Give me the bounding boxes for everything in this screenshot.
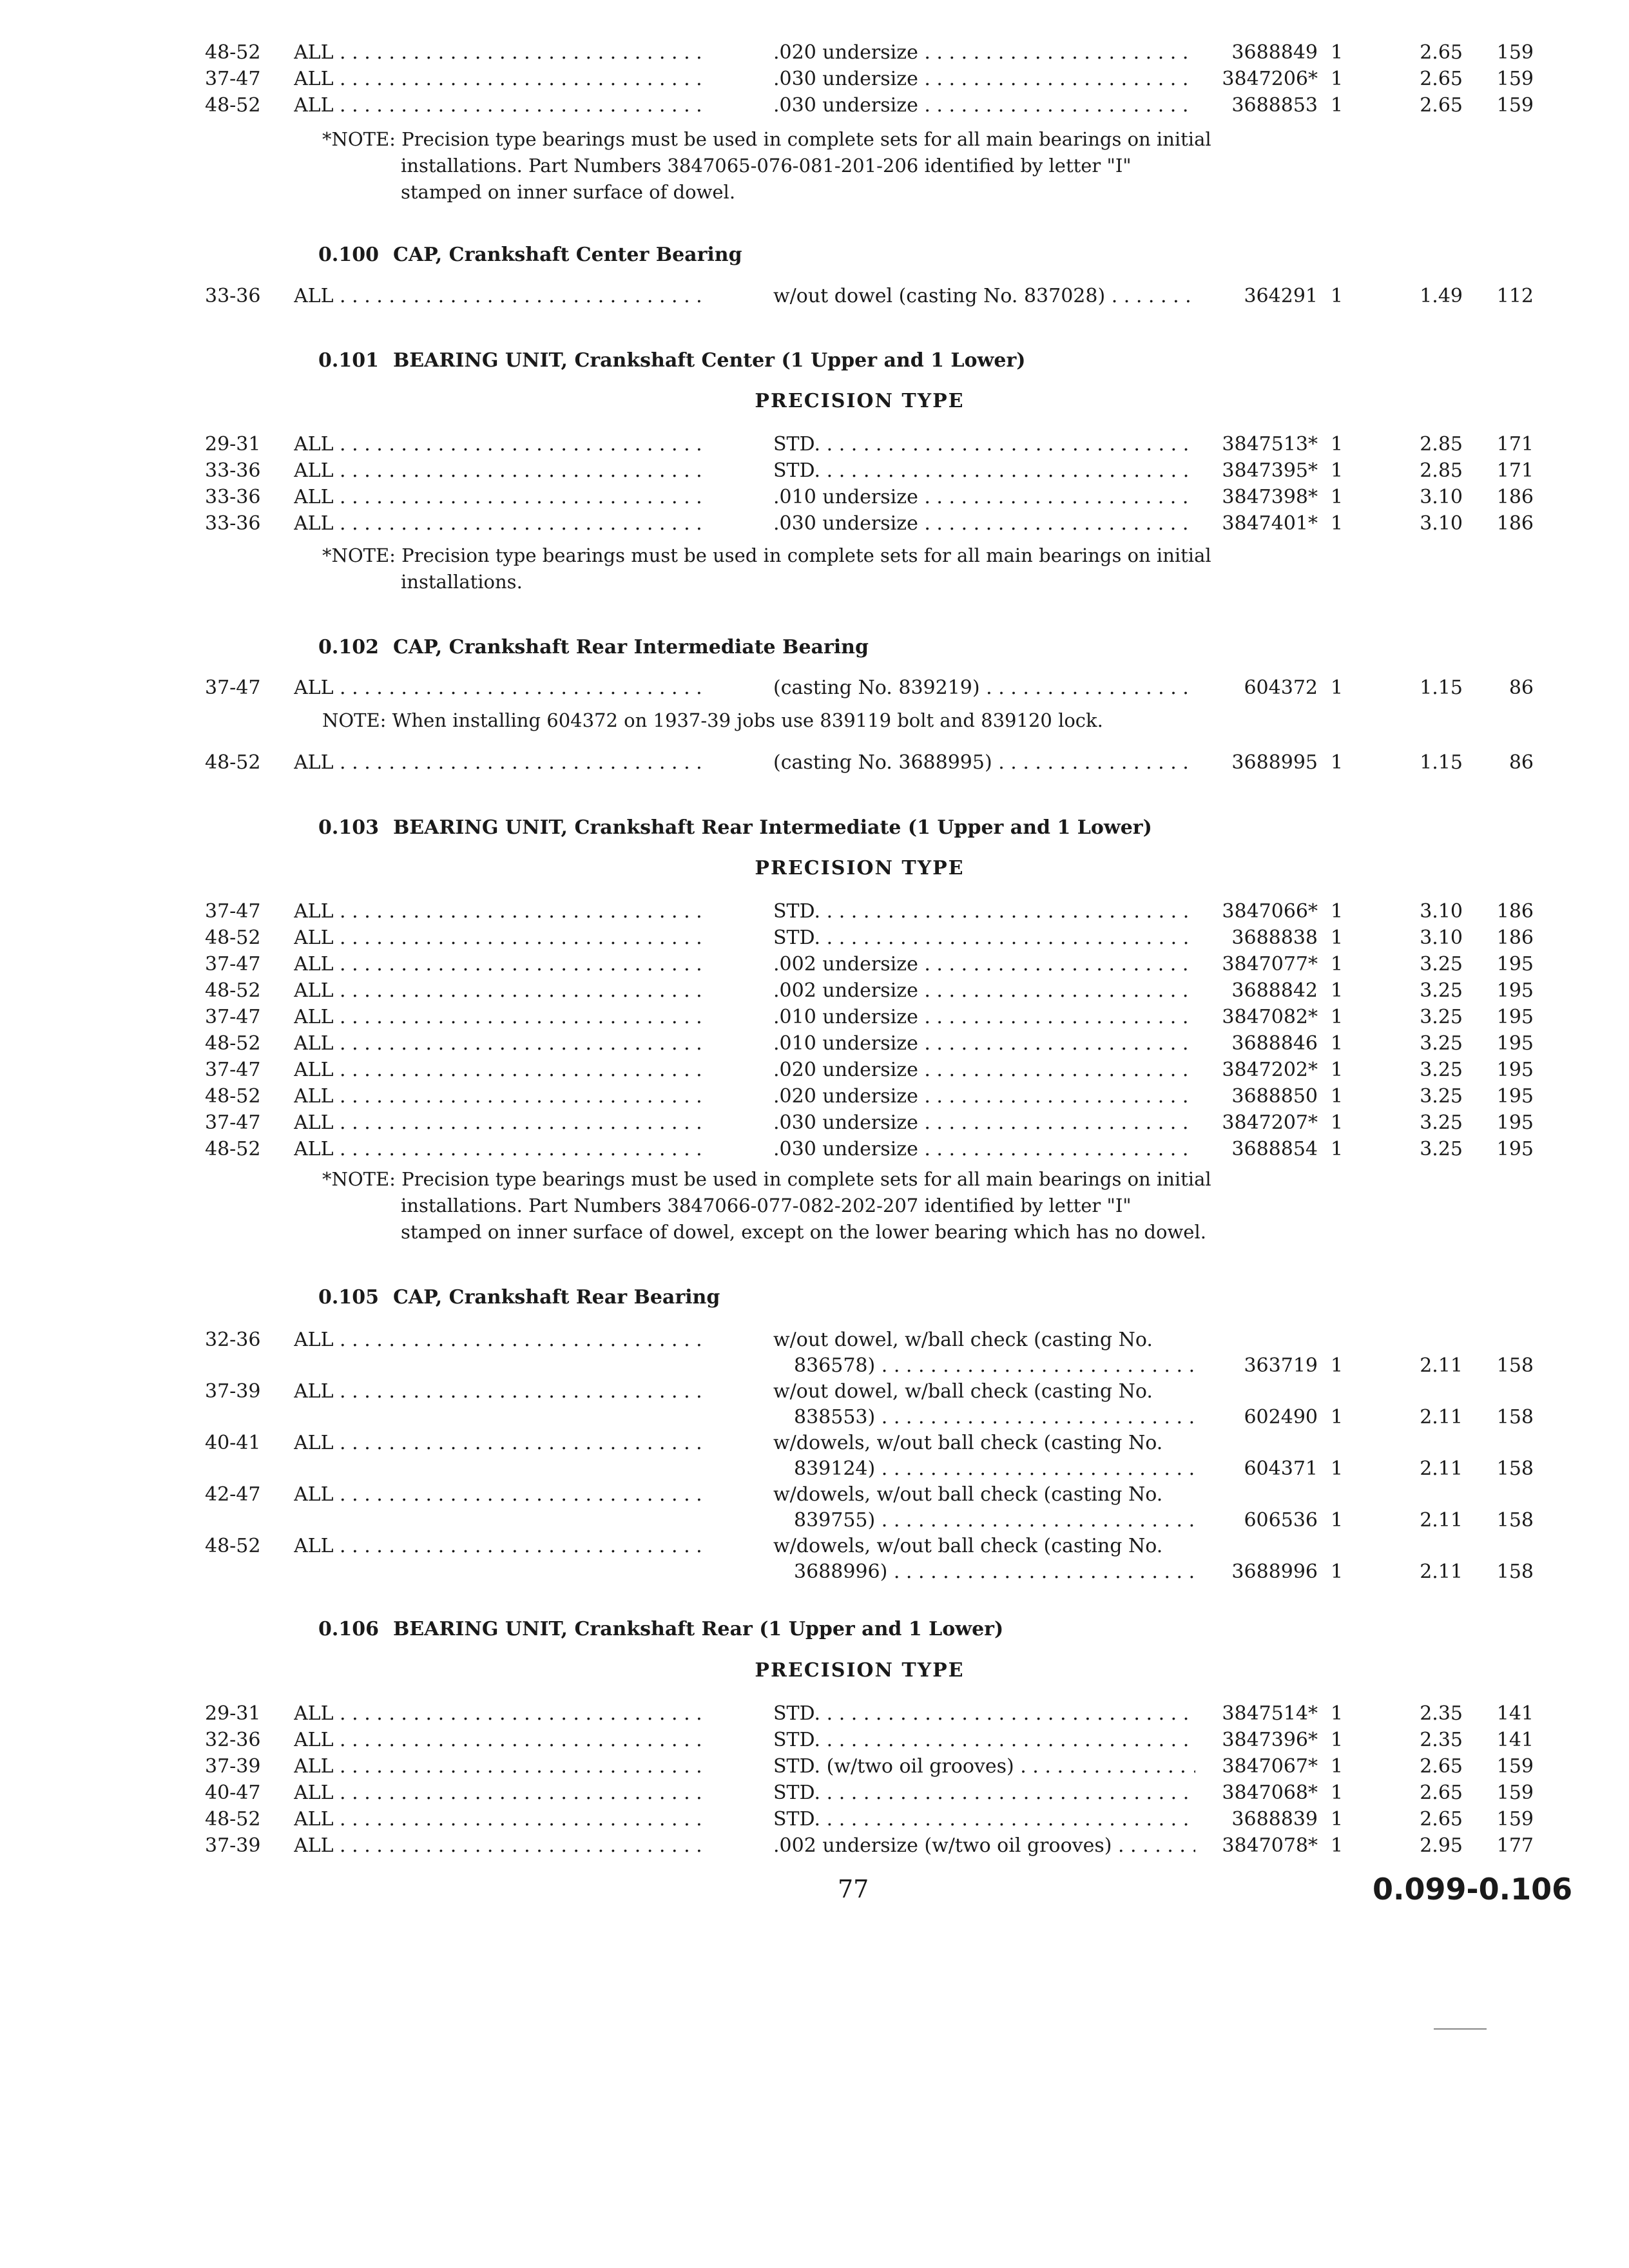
- description: STD. (w/two oil grooves) . . .: [773, 1754, 1195, 1780]
- year-range: 29-31: [205, 1702, 261, 1725]
- part-number: 3847207*: [1222, 1111, 1318, 1134]
- application: ALL . . .: [294, 1110, 706, 1136]
- application: ALL . . .: [294, 458, 706, 484]
- year-range: 48-52: [205, 1808, 261, 1831]
- description-cont: 3688996) . . .: [794, 1559, 1195, 1585]
- parts-row: [0, 1084, 1629, 1110]
- list-price: 3.10: [1420, 512, 1463, 535]
- subheading: PRECISION TYPE: [755, 857, 965, 879]
- description: w/out dowel (casting No. 837028) . . .: [773, 284, 1195, 309]
- application: ALL . . .: [294, 899, 706, 925]
- parts-row: [0, 1430, 1629, 1480]
- part-number: 3847082*: [1222, 1006, 1318, 1028]
- price-code: 159: [1496, 1782, 1534, 1804]
- parts-row: [0, 750, 1629, 776]
- year-range: 37-47: [205, 68, 261, 90]
- section-title: CAP, Crankshaft Rear Intermediate Bearing: [392, 636, 869, 658]
- list-price: 2.65: [1420, 68, 1463, 90]
- price-code: 158: [1496, 1406, 1534, 1428]
- year-range: 37-39: [205, 1834, 261, 1857]
- section-heading: [318, 242, 742, 268]
- section-heading: [318, 635, 869, 660]
- part-number: 3688850: [1231, 1085, 1318, 1108]
- price-code: 158: [1496, 1561, 1534, 1583]
- price-code: 171: [1496, 433, 1534, 456]
- list-price: 3.10: [1420, 927, 1463, 949]
- parts-row: [0, 1533, 1629, 1583]
- price-code: 158: [1496, 1509, 1534, 1532]
- year-range: 33-36: [205, 459, 261, 482]
- list-price: 2.11: [1420, 1354, 1463, 1377]
- description: STD. . . .: [773, 432, 1195, 457]
- description: STD. . . .: [773, 925, 1195, 951]
- description: .030 undersize . . .: [773, 1137, 1195, 1162]
- application: ALL . . .: [294, 1727, 706, 1753]
- application: ALL . . .: [294, 485, 706, 510]
- list-price: 3.25: [1420, 953, 1463, 975]
- application: ALL . . .: [294, 1807, 706, 1832]
- application: ALL . . .: [294, 432, 706, 457]
- part-number: 3847066*: [1222, 900, 1318, 923]
- parts-row: [0, 1031, 1629, 1057]
- description: STD. . . .: [773, 1780, 1195, 1806]
- price-code: 195: [1496, 1138, 1534, 1160]
- description: w/dowels, w/out ball check (casting No.: [773, 1535, 1163, 1557]
- price-code: 159: [1496, 68, 1534, 90]
- description: w/dowels, w/out ball check (casting No.: [773, 1432, 1163, 1454]
- description: .010 undersize . . .: [773, 1031, 1195, 1057]
- parts-row: [0, 952, 1629, 977]
- description-cont: 836578) . . .: [794, 1353, 1195, 1379]
- quantity: 1: [1331, 1059, 1344, 1081]
- year-range: 37-47: [205, 1006, 261, 1028]
- price-code: 195: [1496, 1059, 1534, 1081]
- year-range: 48-52: [205, 979, 261, 1002]
- part-number: 604371: [1244, 1457, 1318, 1480]
- application: ALL . . .: [294, 1701, 706, 1727]
- parts-row: [0, 66, 1629, 92]
- description: STD. . . .: [773, 458, 1195, 484]
- footnote-line: stamped on inner surface of dowel.: [401, 181, 736, 203]
- footnote: NOTE: When installing 604372 on 1937-39 jobs use 839119 bolt and 839120 lock.: [322, 709, 1103, 731]
- parts-row: [0, 1379, 1629, 1428]
- price-code: 159: [1496, 41, 1534, 64]
- price-code: 158: [1496, 1457, 1534, 1480]
- parts-row: [0, 978, 1629, 1004]
- part-number: 3847068*: [1222, 1782, 1318, 1804]
- quantity: 1: [1331, 285, 1344, 307]
- list-price: 2.85: [1420, 459, 1463, 482]
- price-code: 195: [1496, 953, 1534, 975]
- list-price: 2.11: [1420, 1406, 1463, 1428]
- parts-row: [0, 1727, 1629, 1753]
- year-range: 40-47: [205, 1782, 261, 1804]
- section-range: 0.099-0.106: [1373, 1872, 1573, 1907]
- list-price: 2.95: [1420, 1834, 1463, 1857]
- price-code: 112: [1496, 285, 1534, 307]
- description: w/dowels, w/out ball check (casting No.: [773, 1483, 1163, 1506]
- description: .030 undersize . . .: [773, 511, 1195, 537]
- list-price: 1.49: [1420, 285, 1463, 307]
- parts-row: [0, 458, 1629, 484]
- parts-row: [0, 1833, 1629, 1859]
- application: ALL . . .: [294, 284, 706, 309]
- year-range: 48-52: [205, 927, 261, 949]
- year-range: 42-47: [205, 1483, 261, 1506]
- parts-row: [0, 1057, 1629, 1083]
- quantity: 1: [1331, 1006, 1344, 1028]
- footnote-line: installations. Part Numbers 3847066-077-082-202-207 identified by letter "I": [401, 1195, 1132, 1216]
- price-code: 159: [1496, 1755, 1534, 1778]
- part-number: 3688838: [1231, 927, 1318, 949]
- application: ALL . . .: [294, 1031, 706, 1057]
- section-heading: [318, 348, 1025, 374]
- application: ALL . . .: [294, 66, 706, 92]
- footnote-line: installations.: [401, 571, 523, 593]
- price-code: 159: [1496, 94, 1534, 117]
- price-code: 158: [1496, 1354, 1534, 1377]
- price-code: 195: [1496, 1085, 1534, 1108]
- year-range: 37-47: [205, 677, 261, 699]
- quantity: 1: [1331, 1457, 1344, 1480]
- application: ALL . . .: [294, 1482, 706, 1508]
- year-range: 40-41: [205, 1432, 261, 1454]
- application: ALL . . .: [294, 1430, 706, 1456]
- part-number: 364291: [1244, 285, 1318, 307]
- price-code: 195: [1496, 1006, 1534, 1028]
- footnote-line: *NOTE: Precision type bearings must be used in complete sets for all main bearings on initial: [322, 1168, 1211, 1190]
- quantity: 1: [1331, 1561, 1344, 1583]
- part-number: 3847395*: [1222, 459, 1318, 482]
- price-code: 159: [1496, 1808, 1534, 1831]
- list-price: 2.35: [1420, 1729, 1463, 1751]
- price-code: 186: [1496, 486, 1534, 508]
- description: (casting No. 839219) . . .: [773, 675, 1195, 701]
- part-number: 3847202*: [1222, 1059, 1318, 1081]
- list-price: 2.11: [1420, 1457, 1463, 1480]
- quantity: 1: [1331, 1032, 1344, 1055]
- footnote: [322, 126, 1289, 206]
- description: w/out dowel, w/ball check (casting No.: [773, 1380, 1153, 1403]
- quantity: 1: [1331, 94, 1344, 117]
- part-number: 3847398*: [1222, 486, 1318, 508]
- list-price: 3.25: [1420, 1032, 1463, 1055]
- year-range: 37-39: [205, 1380, 261, 1403]
- quantity: 1: [1331, 927, 1344, 949]
- parts-row: [0, 1327, 1629, 1377]
- price-code: 171: [1496, 459, 1534, 482]
- parts-row: [0, 1754, 1629, 1780]
- quantity: 1: [1331, 68, 1344, 90]
- quantity: 1: [1331, 1755, 1344, 1778]
- footnote-line: *NOTE: Precision type bearings must be used in complete sets for all main bearings on initial: [322, 128, 1211, 150]
- parts-row: [0, 1482, 1629, 1532]
- parts-row: [0, 899, 1629, 925]
- application: ALL . . .: [294, 1004, 706, 1030]
- list-price: 3.25: [1420, 979, 1463, 1002]
- description: .002 undersize (w/two oil grooves) . . .: [773, 1833, 1195, 1859]
- application: ALL . . .: [294, 1327, 706, 1353]
- year-range: 32-36: [205, 1329, 261, 1351]
- application: ALL . . .: [294, 1084, 706, 1110]
- description-cont: 839755) . . .: [794, 1508, 1195, 1533]
- year-range: 37-39: [205, 1755, 261, 1778]
- year-range: 48-52: [205, 1138, 261, 1160]
- price-code: 86: [1509, 677, 1534, 699]
- section-heading: [318, 1285, 720, 1311]
- section-title: BEARING UNIT, Crankshaft Rear (1 Upper and 1 Lower): [392, 1618, 1004, 1640]
- part-number: 3688839: [1231, 1808, 1318, 1831]
- list-price: 2.65: [1420, 1755, 1463, 1778]
- list-price: 2.11: [1420, 1509, 1463, 1532]
- list-price: 2.65: [1420, 41, 1463, 64]
- application: ALL . . .: [294, 93, 706, 119]
- description: .020 undersize . . .: [773, 40, 1195, 66]
- subheading: PRECISION TYPE: [755, 1659, 965, 1682]
- parts-row: [0, 1137, 1629, 1162]
- price-code: 195: [1496, 1111, 1534, 1134]
- list-price: 2.35: [1420, 1702, 1463, 1725]
- section-number: 0.106: [318, 1618, 379, 1640]
- year-range: 37-47: [205, 900, 261, 923]
- quantity: 1: [1331, 1354, 1344, 1377]
- parts-row: [0, 1701, 1629, 1727]
- section-number: 0.101: [318, 349, 379, 372]
- list-price: 1.15: [1420, 677, 1463, 699]
- footnote: [322, 543, 1289, 595]
- quantity: 1: [1331, 512, 1344, 535]
- list-price: 3.10: [1420, 486, 1463, 508]
- part-number: 604372: [1244, 677, 1318, 699]
- list-price: 2.65: [1420, 1782, 1463, 1804]
- year-range: 33-36: [205, 512, 261, 535]
- year-range: 48-52: [205, 41, 261, 64]
- application: ALL . . .: [294, 1533, 706, 1559]
- section-number: 0.100: [318, 244, 379, 266]
- section-title: CAP, Crankshaft Rear Bearing: [392, 1286, 720, 1309]
- list-price: 3.25: [1420, 1085, 1463, 1108]
- application: ALL . . .: [294, 1379, 706, 1405]
- part-number: 3847078*: [1222, 1834, 1318, 1857]
- list-price: 2.85: [1420, 433, 1463, 456]
- part-number: 3688854: [1231, 1138, 1318, 1160]
- part-number: 3688995: [1231, 751, 1318, 774]
- year-range: 29-31: [205, 433, 261, 456]
- part-number: 3847077*: [1222, 953, 1318, 975]
- application: ALL . . .: [294, 1833, 706, 1859]
- section-title: BEARING UNIT, Crankshaft Rear Intermediate (1 Upper and 1 Lower): [392, 816, 1152, 839]
- description: STD. . . .: [773, 1701, 1195, 1727]
- part-number: 3847396*: [1222, 1729, 1318, 1751]
- year-range: 48-52: [205, 1032, 261, 1055]
- price-code: 195: [1496, 979, 1534, 1002]
- price-code: 186: [1496, 927, 1534, 949]
- description: .030 undersize . . .: [773, 93, 1195, 119]
- quantity: 1: [1331, 1808, 1344, 1831]
- part-number: 3688853: [1231, 94, 1318, 117]
- application: ALL . . .: [294, 1780, 706, 1806]
- page-number: 77: [838, 1875, 869, 1903]
- footnote-line: stamped on inner surface of dowel, except on the lower bearing which has no dowel.: [401, 1221, 1206, 1243]
- parts-row: [0, 40, 1629, 66]
- list-price: 3.25: [1420, 1111, 1463, 1134]
- quantity: 1: [1331, 1782, 1344, 1804]
- description: .030 undersize . . .: [773, 66, 1195, 92]
- year-range: 33-36: [205, 486, 261, 508]
- footnote: [322, 1166, 1289, 1245]
- parts-row: [0, 93, 1629, 119]
- description: STD. . . .: [773, 1727, 1195, 1753]
- year-range: 48-52: [205, 1535, 261, 1557]
- application: ALL . . .: [294, 40, 706, 66]
- part-number: 3688842: [1231, 979, 1318, 1002]
- part-number: 3847206*: [1222, 68, 1318, 90]
- description: .002 undersize . . .: [773, 952, 1195, 977]
- year-range: 48-52: [205, 94, 261, 117]
- parts-row: [0, 925, 1629, 951]
- quantity: 1: [1331, 677, 1344, 699]
- section-title: BEARING UNIT, Crankshaft Center (1 Upper and 1 Lower): [392, 349, 1026, 372]
- description: STD. . . .: [773, 899, 1195, 925]
- quantity: 1: [1331, 1834, 1344, 1857]
- description: .020 undersize . . .: [773, 1057, 1195, 1083]
- part-number: 3688849: [1231, 41, 1318, 64]
- footnote-line: *NOTE: Precision type bearings must be used in complete sets for all main bearings on initial: [322, 544, 1211, 566]
- part-number: 363719: [1244, 1354, 1318, 1377]
- application: ALL . . .: [294, 978, 706, 1004]
- description: .020 undersize . . .: [773, 1084, 1195, 1110]
- description: .010 undersize . . .: [773, 1004, 1195, 1030]
- year-range: 48-52: [205, 1085, 261, 1108]
- parts-row: [0, 485, 1629, 510]
- price-code: 86: [1509, 751, 1534, 774]
- application: ALL . . .: [294, 511, 706, 537]
- application: ALL . . .: [294, 1057, 706, 1083]
- section-number: 0.102: [318, 636, 379, 658]
- section-title: CAP, Crankshaft Center Bearing: [392, 244, 742, 266]
- list-price: 2.65: [1420, 1808, 1463, 1831]
- parts-row: [0, 284, 1629, 309]
- price-code: 195: [1496, 1032, 1534, 1055]
- description: STD. . . .: [773, 1807, 1195, 1832]
- quantity: 1: [1331, 459, 1344, 482]
- quantity: 1: [1331, 900, 1344, 923]
- section-number: 0.105: [318, 1286, 379, 1309]
- parts-row: [0, 1807, 1629, 1832]
- list-price: 3.10: [1420, 900, 1463, 923]
- quantity: 1: [1331, 41, 1344, 64]
- quantity: 1: [1331, 1702, 1344, 1725]
- parts-row: [0, 1110, 1629, 1136]
- parts-row: [0, 1004, 1629, 1030]
- list-price: 2.65: [1420, 94, 1463, 117]
- description: .010 undersize . . .: [773, 485, 1195, 510]
- year-range: 37-47: [205, 1111, 261, 1134]
- part-number: 3847513*: [1222, 433, 1318, 456]
- description: w/out dowel, w/ball check (casting No.: [773, 1329, 1153, 1351]
- part-number: 3847401*: [1222, 512, 1318, 535]
- quantity: 1: [1331, 1509, 1344, 1532]
- list-price: 3.25: [1420, 1138, 1463, 1160]
- quantity: 1: [1331, 1729, 1344, 1751]
- section-heading: [318, 1617, 1003, 1642]
- scan-mark: [1434, 2028, 1487, 2030]
- year-range: 33-36: [205, 285, 261, 307]
- year-range: 32-36: [205, 1729, 261, 1751]
- description: .002 undersize . . .: [773, 978, 1195, 1004]
- price-code: 177: [1496, 1834, 1534, 1857]
- list-price: 2.11: [1420, 1561, 1463, 1583]
- year-range: 48-52: [205, 751, 261, 774]
- description: .030 undersize . . .: [773, 1110, 1195, 1136]
- price-code: 186: [1496, 900, 1534, 923]
- application: ALL . . .: [294, 750, 706, 776]
- description-cont: 838553) . . .: [794, 1405, 1195, 1430]
- price-code: 141: [1496, 1702, 1534, 1725]
- quantity: 1: [1331, 1111, 1344, 1134]
- quantity: 1: [1331, 953, 1344, 975]
- application: ALL . . .: [294, 675, 706, 701]
- subheading: PRECISION TYPE: [755, 390, 965, 412]
- year-range: 37-47: [205, 1059, 261, 1081]
- part-number: 3847067*: [1222, 1755, 1318, 1778]
- section-heading: [318, 815, 1152, 841]
- list-price: 1.15: [1420, 751, 1463, 774]
- description-cont: 839124) . . .: [794, 1456, 1195, 1482]
- part-number: 3847514*: [1222, 1702, 1318, 1725]
- part-number: 3688846: [1231, 1032, 1318, 1055]
- part-number: 606536: [1244, 1509, 1318, 1532]
- parts-row: [0, 1780, 1629, 1806]
- quantity: 1: [1331, 979, 1344, 1002]
- footnote-line: installations. Part Numbers 3847065-076-081-201-206 identified by letter "I": [401, 155, 1132, 177]
- price-code: 141: [1496, 1729, 1534, 1751]
- quantity: 1: [1331, 1138, 1344, 1160]
- application: ALL . . .: [294, 925, 706, 951]
- quantity: 1: [1331, 486, 1344, 508]
- price-code: 186: [1496, 512, 1534, 535]
- description: (casting No. 3688995) . . .: [773, 750, 1195, 776]
- parts-row: [0, 432, 1629, 457]
- list-price: 3.25: [1420, 1006, 1463, 1028]
- parts-row: [0, 511, 1629, 537]
- part-number: 602490: [1244, 1406, 1318, 1428]
- application: ALL . . .: [294, 1754, 706, 1780]
- quantity: 1: [1331, 1085, 1344, 1108]
- parts-row: [0, 675, 1629, 701]
- section-number: 0.103: [318, 816, 379, 839]
- list-price: 3.25: [1420, 1059, 1463, 1081]
- quantity: 1: [1331, 751, 1344, 774]
- quantity: 1: [1331, 1406, 1344, 1428]
- application: ALL . . .: [294, 1137, 706, 1162]
- part-number: 3688996: [1231, 1561, 1318, 1583]
- quantity: 1: [1331, 433, 1344, 456]
- year-range: 37-47: [205, 953, 261, 975]
- application: ALL . . .: [294, 952, 706, 977]
